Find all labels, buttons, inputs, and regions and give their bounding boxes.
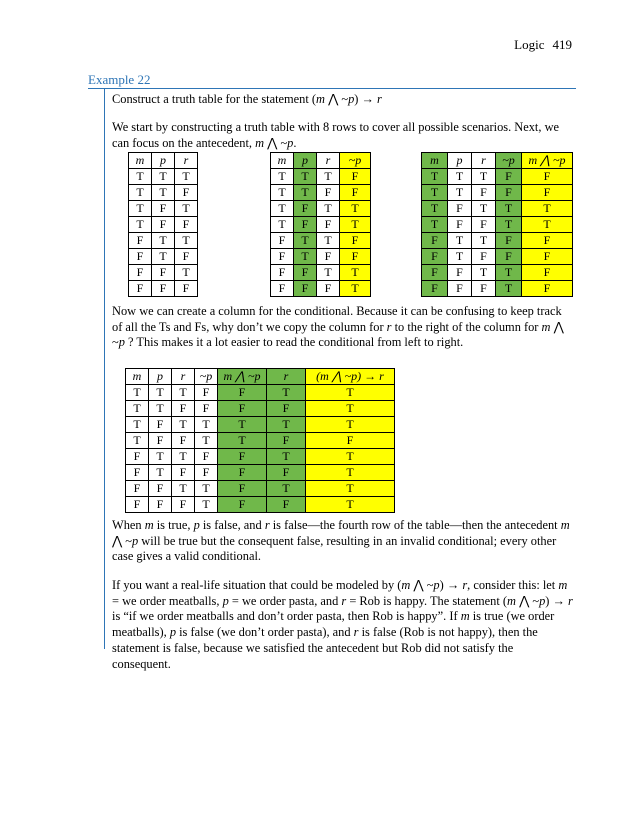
table-cell: T (472, 265, 496, 281)
truth-table-3 (421, 152, 573, 297)
table-cell: F (472, 249, 496, 265)
table-cell: T (422, 169, 448, 185)
table-cell: T (126, 401, 149, 417)
running-header (514, 37, 572, 53)
table-row (129, 265, 198, 281)
table-row (126, 417, 395, 433)
section-name: Logic (514, 37, 545, 52)
table-cell: T (317, 169, 340, 185)
table-row (129, 217, 198, 233)
table-cell: T (267, 449, 306, 465)
var-m: m (401, 578, 411, 592)
var-r: r (264, 518, 270, 532)
example-title: Example 22 (88, 72, 151, 87)
table-cell: F (195, 385, 218, 401)
text-run: . (293, 135, 297, 150)
table-cell: T (448, 249, 472, 265)
column-header: m ⋀ ~p (522, 153, 573, 169)
table-cell: F (340, 233, 371, 249)
table-cell: T (267, 385, 306, 401)
table-cell: F (340, 185, 371, 201)
var-m: m (507, 593, 516, 608)
table-row (129, 281, 198, 297)
table-cell: F (152, 281, 175, 297)
var-r: r (377, 92, 382, 106)
table-cell: T (271, 201, 294, 217)
table-cell: F (218, 385, 267, 401)
column-header: r (472, 153, 496, 169)
table-cell: F (149, 481, 172, 497)
text-run: = we order pasta, and (228, 593, 342, 608)
truth-table-4 (125, 368, 395, 513)
table-cell: T (195, 481, 218, 497)
table-row (422, 169, 573, 185)
text-run: to the right of the column for (391, 319, 542, 334)
table-cell: T (496, 281, 522, 297)
page-number: 419 (552, 37, 572, 52)
table-cell: T (149, 449, 172, 465)
table-cell: T (195, 433, 218, 449)
table-cell: T (149, 465, 172, 481)
paragraph-explanation (112, 518, 574, 565)
table-cell: F (218, 449, 267, 465)
paragraph-intro (112, 120, 574, 151)
table-cell: F (271, 249, 294, 265)
table-cell: F (522, 185, 573, 201)
table-cell: F (195, 401, 218, 417)
table-row (129, 249, 198, 265)
table-cell: F (422, 233, 448, 249)
var-r: r (341, 593, 347, 608)
table-cell: T (422, 185, 448, 201)
table-cell: T (218, 433, 267, 449)
text-run: ⋀ ~ (325, 92, 349, 106)
column-header: r (317, 153, 340, 169)
column-header: p (294, 153, 317, 169)
column-header: r (175, 153, 198, 169)
table-cell: F (472, 185, 496, 201)
table-cell: T (152, 233, 175, 249)
table-cell: T (149, 385, 172, 401)
table-cell: F (175, 217, 198, 233)
column-header: m (271, 153, 294, 169)
table-cell: F (317, 185, 340, 201)
table-cell: F (175, 185, 198, 201)
table-cell: T (306, 401, 395, 417)
table-cell: F (149, 433, 172, 449)
table-cell: T (172, 385, 195, 401)
table-cell: F (448, 217, 472, 233)
table-cell: T (175, 233, 198, 249)
table-cell: T (126, 433, 149, 449)
table-cell: F (522, 265, 573, 281)
truth-table-1 (128, 152, 198, 297)
table-cell: F (422, 249, 448, 265)
table-cell: T (267, 481, 306, 497)
table-cell: F (129, 281, 152, 297)
paragraph-conditional (112, 304, 574, 351)
table-cell: T (306, 497, 395, 513)
text-run: ⋀ ~ (112, 533, 132, 548)
text-run: When (112, 518, 145, 532)
table-cell: T (306, 465, 395, 481)
table-cell: F (422, 281, 448, 297)
column-header: m (126, 369, 149, 385)
table-cell: T (294, 185, 317, 201)
table-cell: T (129, 201, 152, 217)
table-cell: T (496, 201, 522, 217)
table-cell: F (448, 201, 472, 217)
table-cell: T (172, 449, 195, 465)
table-header-row (126, 369, 395, 385)
table-cell: F (218, 497, 267, 513)
table-cell: T (195, 497, 218, 513)
var-p: p (131, 533, 139, 548)
table-cell: F (149, 417, 172, 433)
text-run: ? This makes it a lot easier to read the conditional from left to right. (124, 335, 464, 350)
table-row (129, 185, 198, 201)
var-p: p (539, 593, 546, 608)
table-cell: F (267, 465, 306, 481)
table-cell: T (152, 249, 175, 265)
table-row (129, 169, 198, 185)
var-p: p (193, 518, 200, 532)
table-cell: F (152, 217, 175, 233)
table-cell: T (129, 169, 152, 185)
table-cell: T (175, 265, 198, 281)
text-run: is true (we order meatballs), (112, 609, 555, 640)
table-cell: F (472, 217, 496, 233)
column-header: m (422, 153, 448, 169)
table-cell: T (267, 417, 306, 433)
table-cell: T (496, 217, 522, 233)
table-cell: F (448, 265, 472, 281)
text-run: ) → (545, 593, 568, 608)
table-row (126, 465, 395, 481)
table-cell: T (126, 417, 149, 433)
table-cell: T (340, 217, 371, 233)
table-cell: F (472, 281, 496, 297)
table-cell: F (172, 465, 195, 481)
table-cell: T (218, 417, 267, 433)
var-r: r (386, 319, 392, 334)
table-cell: F (271, 233, 294, 249)
table-row (129, 233, 198, 249)
table-row (271, 265, 371, 281)
table-cell: T (448, 169, 472, 185)
table-cell: T (522, 201, 573, 217)
table-cell: T (149, 401, 172, 417)
table-cell: F (172, 433, 195, 449)
table-cell: T (472, 233, 496, 249)
table-cell: T (195, 417, 218, 433)
truth-table-2 (270, 152, 371, 297)
text-run: ) → (439, 578, 463, 592)
example-sidebar-rule (104, 89, 105, 649)
var-m: m (460, 609, 470, 624)
table-cell: T (129, 217, 152, 233)
table-cell: F (496, 249, 522, 265)
table-cell: T (172, 481, 195, 497)
table-row (422, 217, 573, 233)
text-run: is false (Rob is not happy), then the statement is false, because we satisfied the antecedent but Rob did not satisfy the consequent. (112, 625, 538, 671)
table-header-row (271, 153, 371, 169)
text-run: ⋀ ~ (515, 593, 540, 608)
column-header: p (152, 153, 175, 169)
column-header: m (129, 153, 152, 169)
table-cell: T (271, 169, 294, 185)
table-row (129, 201, 198, 217)
var-m: m (255, 135, 265, 150)
table-cell: F (448, 281, 472, 297)
text-run: ⋀ ~ (410, 578, 434, 592)
var-m: m (560, 518, 570, 532)
table-row (422, 265, 573, 281)
table-cell: T (271, 185, 294, 201)
table-cell: F (175, 249, 198, 265)
table-cell: F (126, 465, 149, 481)
text-run: Now we can create a column for the conditional. Because it can be confusing to keep track of all the Ts and Fs, why don’t we copy the column for (112, 304, 562, 334)
var-r: r (462, 578, 468, 592)
table-cell: T (294, 233, 317, 249)
var-m: m (316, 92, 325, 106)
text-run: is false—the fourth row of the table—then the antecedent (269, 518, 561, 532)
table-cell: F (317, 249, 340, 265)
table-cell: T (317, 201, 340, 217)
table-row (126, 481, 395, 497)
var-p: p (222, 593, 229, 608)
table-cell: F (126, 449, 149, 465)
table-cell: T (294, 249, 317, 265)
text-run: is true, (153, 518, 194, 532)
table-header-row (129, 153, 198, 169)
column-header: (m ⋀ ~p) → r (306, 369, 395, 385)
text-run: , consider this: let (467, 578, 559, 592)
text-run: If you want a real-life situation that could be modeled by ( (112, 578, 402, 592)
table-cell: F (218, 401, 267, 417)
text-run: is false (we don’t order pasta), and (176, 625, 354, 640)
table-cell: T (340, 265, 371, 281)
table-cell: F (267, 401, 306, 417)
table-cell: T (306, 417, 395, 433)
table-row (126, 385, 395, 401)
table-cell: T (152, 169, 175, 185)
table-cell: F (129, 249, 152, 265)
table-cell: F (496, 233, 522, 249)
table-cell: T (448, 233, 472, 249)
column-header: p (448, 153, 472, 169)
table-cell: F (152, 265, 175, 281)
column-header: ~p (195, 369, 218, 385)
table-cell: F (172, 401, 195, 417)
text-run: = Rob is happy. The statement ( (346, 593, 508, 608)
table-cell: T (472, 201, 496, 217)
var-p: p (118, 335, 125, 350)
table-cell: T (306, 385, 395, 401)
table-cell: F (175, 281, 198, 297)
var-m: m (558, 578, 568, 592)
var-r: r (567, 593, 573, 608)
table-cell: F (267, 497, 306, 513)
table-cell: F (294, 281, 317, 297)
table-cell: T (422, 201, 448, 217)
table-cell: F (340, 249, 371, 265)
text-run: will be true but the consequent false, resulting in an invalid conditional; every other case gives a valid conditional. (112, 533, 557, 564)
table-row (422, 185, 573, 201)
table-row (422, 281, 573, 297)
var-m: m (541, 319, 551, 334)
table-cell: F (317, 217, 340, 233)
table-row (271, 185, 371, 201)
var-m: m (144, 518, 154, 532)
table-cell: F (172, 497, 195, 513)
table-cell: F (340, 169, 371, 185)
table-cell: F (317, 281, 340, 297)
table-cell: T (448, 185, 472, 201)
table-cell: F (306, 433, 395, 449)
column-header: m ⋀ ~p (218, 369, 267, 385)
table-cell: F (152, 201, 175, 217)
table-cell: T (271, 217, 294, 233)
table-row (271, 169, 371, 185)
table-cell: T (317, 233, 340, 249)
table-cell: F (126, 481, 149, 497)
table-cell: F (294, 265, 317, 281)
table-cell: F (218, 465, 267, 481)
table-row (422, 201, 573, 217)
table-cell: T (129, 185, 152, 201)
table-cell: F (271, 281, 294, 297)
table-cell: T (294, 169, 317, 185)
table-row (271, 233, 371, 249)
table-cell: F (267, 433, 306, 449)
table-cell: T (522, 217, 573, 233)
text-run: is “if we order meatballs and don’t order pasta, then Rob is happy”. If (112, 609, 461, 624)
text-run: ) → (354, 92, 377, 106)
table-row (422, 249, 573, 265)
table-cell: T (175, 169, 198, 185)
table-cell: F (496, 169, 522, 185)
table-cell: F (149, 497, 172, 513)
var-p: p (433, 578, 440, 592)
var-p: p (348, 92, 355, 106)
text-run: Construct a truth table for the statement ( (112, 92, 317, 106)
table-row (271, 281, 371, 297)
example-rule (88, 88, 576, 89)
table-cell: T (422, 217, 448, 233)
table-cell: T (306, 449, 395, 465)
table-cell: T (172, 417, 195, 433)
column-header: p (149, 369, 172, 385)
table-row (126, 401, 395, 417)
column-header: ~p (496, 153, 522, 169)
table-cell: T (175, 201, 198, 217)
table-cell: F (522, 169, 573, 185)
table-cell: T (126, 385, 149, 401)
table-cell: F (271, 265, 294, 281)
table-row (271, 201, 371, 217)
column-header: r (172, 369, 195, 385)
table-cell: T (306, 481, 395, 497)
table-cell: F (522, 233, 573, 249)
table-cell: T (496, 265, 522, 281)
table-cell: F (126, 497, 149, 513)
table-cell: F (522, 249, 573, 265)
column-header: ~p (340, 153, 371, 169)
var-p: p (169, 625, 177, 640)
table-cell: F (496, 185, 522, 201)
text-run: ⋀ ~ (112, 319, 564, 350)
example-prompt (112, 92, 574, 108)
column-header: r (267, 369, 306, 385)
table-cell: F (422, 265, 448, 281)
text-run: ⋀ ~ (264, 135, 288, 150)
text-run: is false, and (199, 518, 265, 532)
table-cell: F (294, 201, 317, 217)
table-row (126, 497, 395, 513)
table-cell: F (195, 465, 218, 481)
table-cell: T (340, 281, 371, 297)
table-cell: T (317, 265, 340, 281)
table-cell: F (218, 481, 267, 497)
text-run: We start by constructing a truth table with 8 rows to cover all possible scenarios. Next, we can focus on the antecedent, (112, 120, 560, 150)
text-run: = we order meatballs, (112, 593, 223, 608)
table-row (126, 433, 395, 449)
table-cell: T (152, 185, 175, 201)
table-row (422, 233, 573, 249)
table-cell: F (195, 449, 218, 465)
table-row (271, 217, 371, 233)
paragraph-real-life (112, 578, 574, 672)
table-cell: F (522, 281, 573, 297)
table-cell: F (129, 233, 152, 249)
var-p: p (287, 135, 294, 150)
table-cell: F (294, 217, 317, 233)
var-r: r (353, 625, 359, 640)
table-cell: F (129, 265, 152, 281)
table-header-row (422, 153, 573, 169)
table-cell: T (472, 169, 496, 185)
table-cell: T (340, 201, 371, 217)
table-row (126, 449, 395, 465)
table-row (271, 249, 371, 265)
